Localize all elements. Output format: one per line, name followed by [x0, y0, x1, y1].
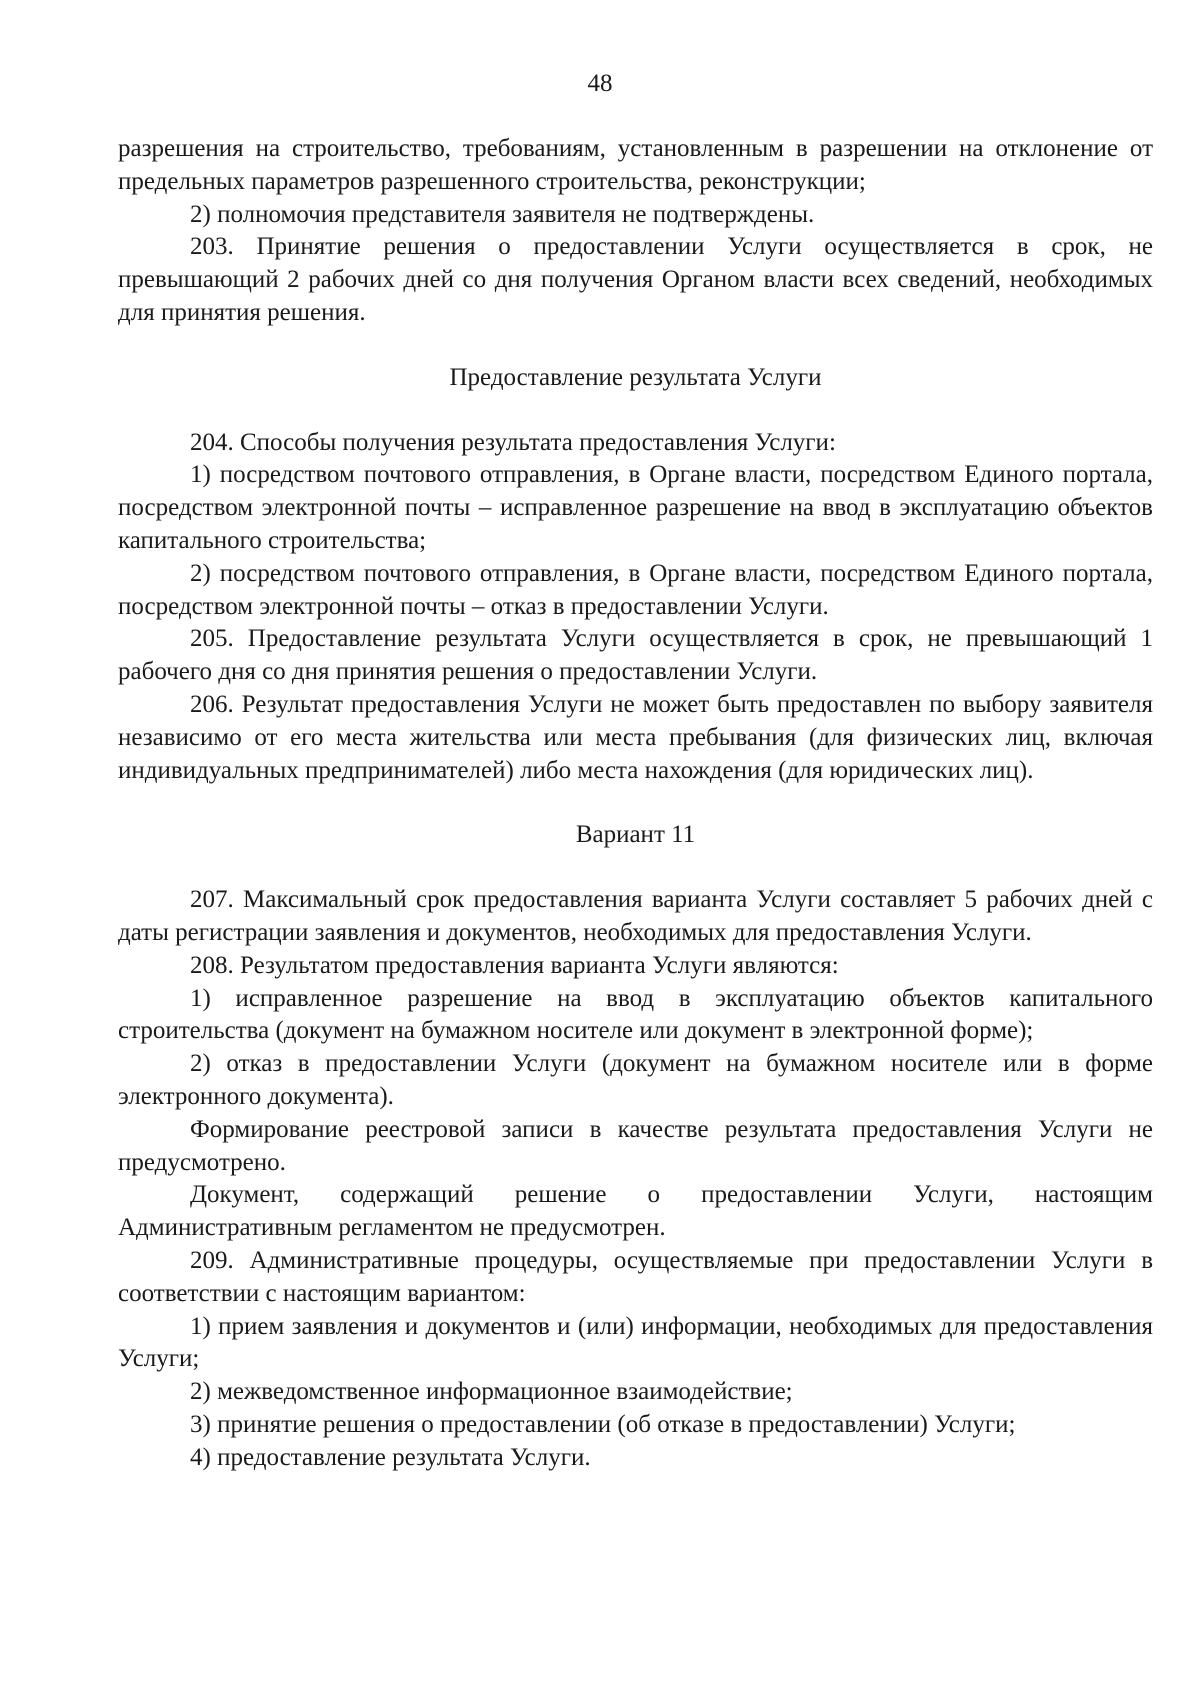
paragraph-208-item-2: 2) отказ в предоставлении Услуги (документ на бумажном носителе или в форме электронного документа).	[118, 1050, 1153, 1110]
paragraph-209: 209. Административные процедуры, осуществляемые при предоставлении Услуги в соответствии с настоящим вариантом:	[118, 1246, 1153, 1307]
paragraph-208: 208. Результатом предоставления варианта Услуги являются:	[190, 951, 839, 979]
paragraph-204-item-1: 1) посредством почтового отправления, в Органе власти, посредством Единого портала, посредством электронной почты – исправленное разрешение на ввод в эксплуатацию объектов капитального строительства;	[118, 461, 1153, 554]
paragraph-registry-record: Формирование реестровой записи в качестве результата предоставления Услуги не предусмотрено.	[118, 1115, 1153, 1176]
paragraph-209-item-1: 1) прием заявления и документов и (или) информации, необходимых для предоставления Услуги;	[118, 1312, 1153, 1373]
page-number: 48	[587, 70, 613, 97]
paragraph-208-item-1: 1) исправленное разрешение на ввод в эксплуатацию объектов капитального строительства (документ на бумажном носителе или документ в электронной форме);	[118, 984, 1153, 1045]
paragraph-decision-document: Документ, содержащий решение о предоставлении Услуги, настоящим Административным регламентом не предусмотрен.	[118, 1181, 1153, 1242]
paragraph-206: 206. Результат предоставления Услуги не может быть предоставлен по выбору заявителя независимо от его места жительства или места пребывания (для физических лиц, включая индивидуальных предпринимателей) либо места нахождения (для юридических лиц).	[118, 690, 1153, 784]
paragraph-207: 207. Максимальный срок предоставления варианта Услуги составляет 5 рабочих дней с даты регистрации заявления и документов, необходимых для предоставления Услуги.	[118, 886, 1153, 946]
paragraph-continuation: разрешения на строительство, требованиям, установленным в разрешении на отклонение от предельных параметров разрешенного строительства, реконструкции;	[118, 135, 1153, 195]
section-heading-variant: Вариант 11	[575, 821, 696, 849]
paragraph-204-item-2: 2) посредством почтового отправления, в Органе власти, посредством Единого портала, посредством электронной почты – отказ в предоставлении Услуги.	[118, 559, 1153, 620]
document-body	[118, 133, 1153, 1474]
paragraph-209-item-3: 3) принятие решения о предоставлении (об отказе в предоставлении) Услуги;	[190, 1410, 1016, 1438]
section-heading-result: Предоставление результата Услуги	[449, 363, 822, 391]
paragraph-209-item-4: 4) предоставление результата Услуги.	[190, 1443, 591, 1471]
paragraph-item-2: 2) полномочия представителя заявителя не подтверждены.	[190, 200, 815, 228]
paragraph-203: 203. Принятие решения о предоставлении Услуги осуществляется в срок, не превышающий 2 рабочих дней со дня получения Органом власти всех сведений, необходимых для принятия решения.	[118, 233, 1153, 326]
paragraph-209-item-2: 2) межведомственное информационное взаимодействие;	[190, 1378, 793, 1406]
paragraph-205: 205. Предоставление результата Услуги осуществляется в срок, не превышающий 1 рабочего дня со дня принятия решения о предоставлении Услуги.	[118, 625, 1153, 686]
paragraph-204: 204. Способы получения результата предоставления Услуги:	[190, 428, 836, 456]
